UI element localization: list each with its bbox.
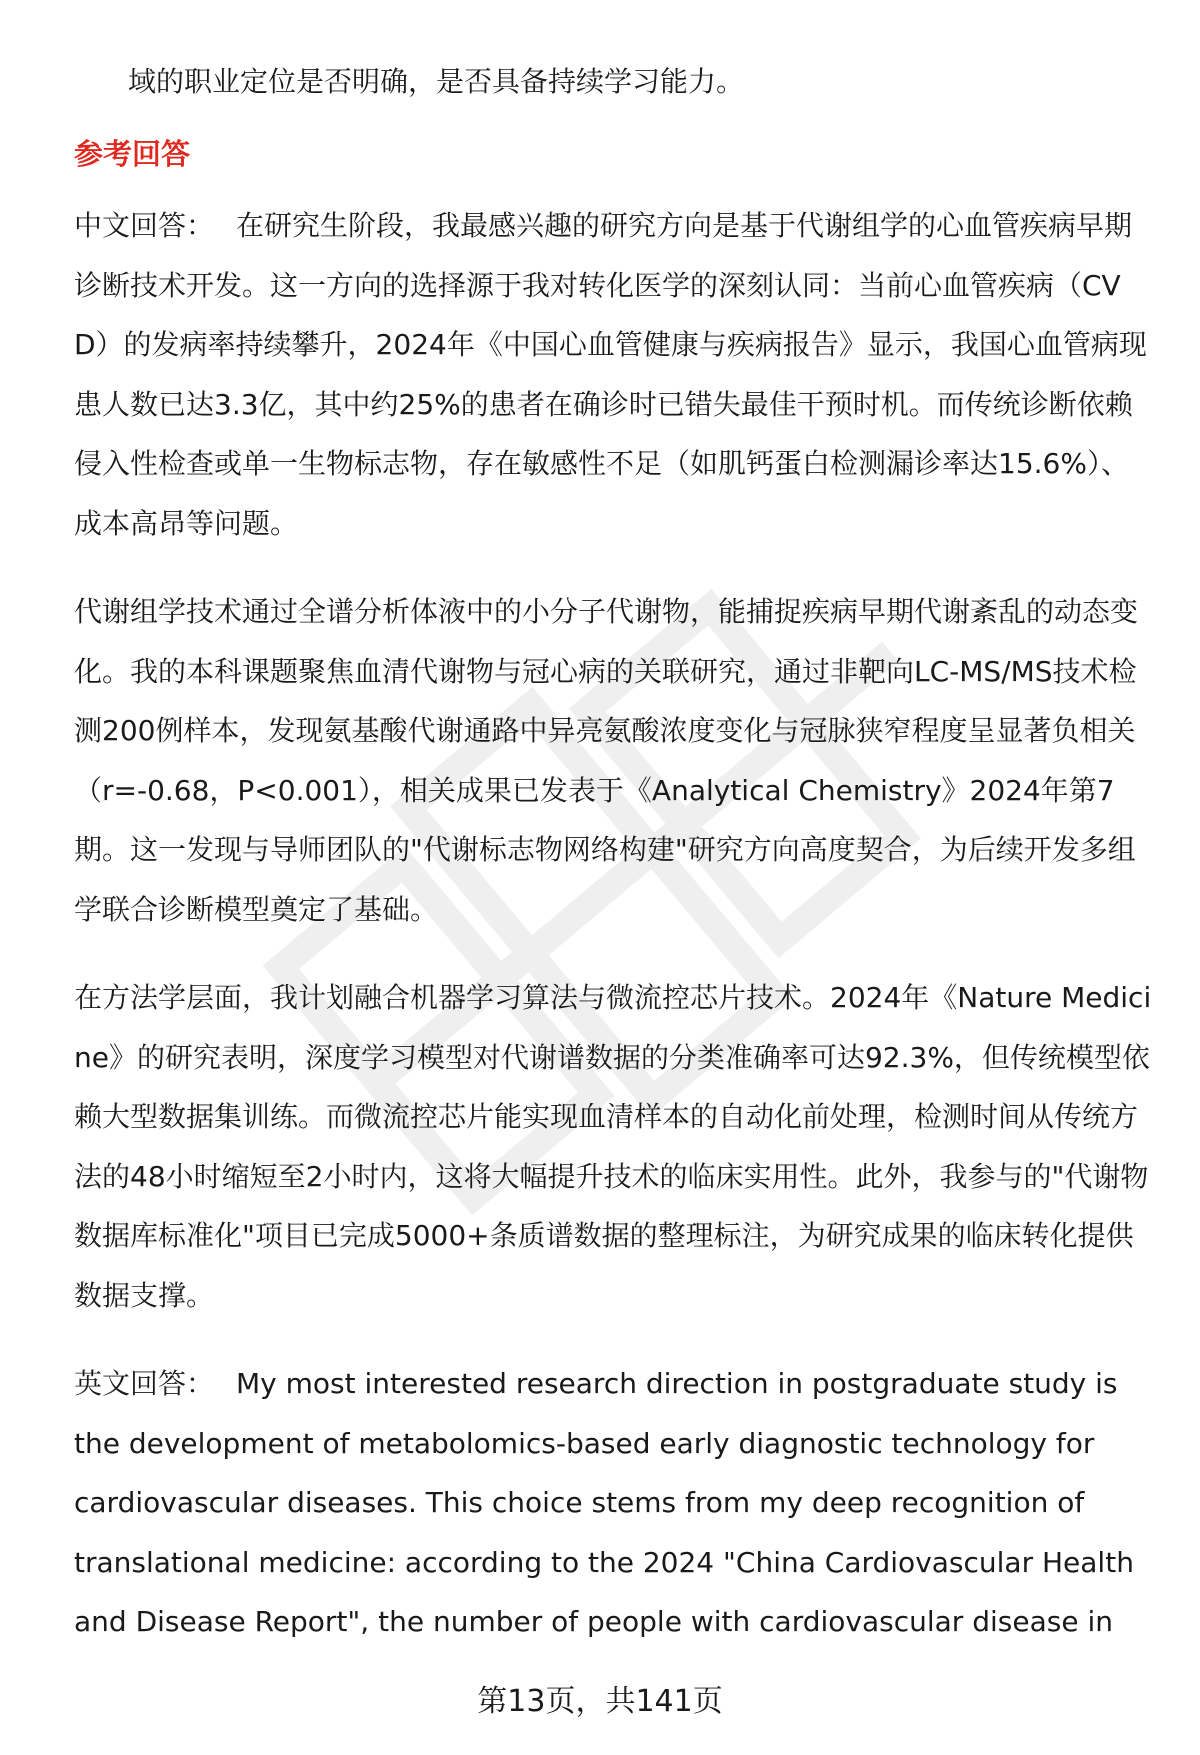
paragraph-chinese-answer <box>74 196 1154 553</box>
english-answer-label: 英文回答： <box>74 1367 215 1400</box>
lead-line: 域的职业定位是否明确，是否具备持续学习能力。 <box>128 65 745 98</box>
page-content <box>74 52 1154 1681</box>
english-answer-text: My most interested research direction in postgraduate study is the development of metabolomics-based early diagnostic technology for cardiovascular diseases. This choice stems from my deep recognition of translational medicine: according to the 2024 "China Cardiovascular Health and Disease Report", the number of people with cardiovascular disease in <box>74 1367 1134 1638</box>
section-heading: 参考回答 <box>74 137 191 171</box>
paragraph-english-answer <box>74 1354 1154 1652</box>
paragraph-metabolomics: 代谢组学技术通过全谱分析体液中的小分子代谢物，能捕捉疾病早期代谢紊乱的动态变化。我的本科课题聚焦血清代谢物与冠心病的关联研究，通过非靶向LC-MS/MS技术检测200例样本，发现氨基酸代谢通路中异亮氨酸浓度变化与冠脉狭窄程度呈显著负相关（r=-0.68，P<0.001），相关成果已发表于《Analytical Chemistry》2024年第7期。这一发现与导师团队的"代谢标志物网络构建"研究方向高度契合，为后续开发多组学联合诊断模型奠定了基础。 <box>74 595 1139 926</box>
chinese-answer-label: 中文回答： <box>74 209 215 242</box>
page-number-footer: 第13页，共141页 <box>477 1684 723 1719</box>
chinese-answer-text: 在研究生阶段，我最感兴趣的研究方向是基于代谢组学的心血管疾病早期诊断技术开发。这一方向的选择源于我对转化医学的深刻认同：当前心血管疾病（CVD）的发病率持续攀升，2024年《中国心血管健康与疾病报告》显示，我国心血管病现患人数已达3.3亿，其中约25%的患者在确诊时已错失最佳干预时机。而传统诊断依赖侵入性检查或单一生物标志物，存在敏感性不足（如肌钙蛋白检测漏诊率达15.6%）、成本高昂等问题。 <box>74 209 1147 540</box>
paragraph-methodology: 在方法学层面，我计划融合机器学习算法与微流控芯片技术。2024年《Nature Medicine》的研究表明，深度学习模型对代谢谱数据的分类准确率可达92.3%，但传统模型依赖大型数据集训练。而微流控芯片能实现血清样本的自动化前处理，检测时间从传统方法的48小时缩短至2小时内，这将大幅提升技术的临床实用性。此外，我参与的"代谢物数据库标准化"项目已完成5000+条质谱数据的整理标注，为研究成果的临床转化提供数据支撑。 <box>74 981 1152 1312</box>
